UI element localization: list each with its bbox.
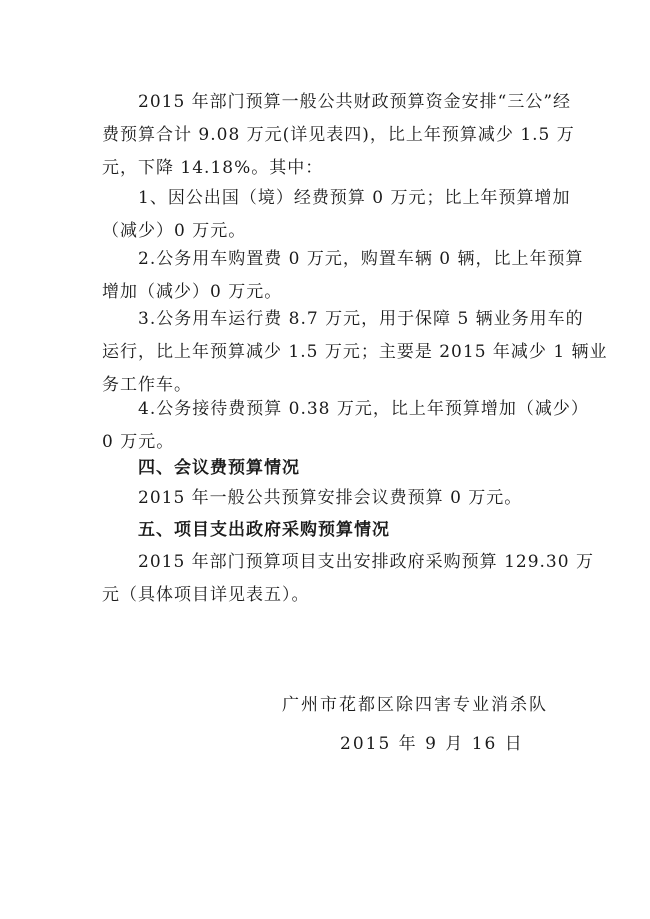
- paragraph-procurement-budget: [102, 546, 594, 612]
- section-heading-procurement: 五、项目支出政府采购预算情况: [138, 520, 390, 540]
- text-line: 2015 年部门预算一般公共财政预算资金安排“三公”经: [138, 92, 572, 112]
- paragraph-reception: [102, 393, 589, 459]
- text-line: 元（具体项目详见表五）。: [102, 585, 310, 605]
- text-line: 4.公务接待费预算 0.38 万元，比上年预算增加（减少）: [138, 399, 589, 419]
- paragraph-meeting-budget: 2015 年一般公共预算安排会议费预算 0 万元。: [138, 488, 523, 508]
- text-line: 3.公务用车运行费 8.7 万元，用于保障 5 辆业务用车的: [138, 309, 584, 329]
- paragraph-three-public-total: [102, 86, 575, 185]
- text-line: （减少）0 万元。: [102, 221, 247, 241]
- signature-date: 2015 年 9 月 16 日: [340, 734, 524, 754]
- signature-organization: 广州市花都区除四害专业消杀队: [282, 695, 548, 715]
- paragraph-overseas-travel: [102, 182, 570, 248]
- paragraph-vehicle-purchase: [102, 243, 583, 309]
- text-line: 0 万元。: [102, 432, 175, 452]
- paragraph-vehicle-operation: [102, 303, 608, 402]
- section-heading-meeting: 四、会议费预算情况: [138, 458, 300, 478]
- text-line: 运行，比上年预算减少 1.5 万元；主要是 2015 年减少 1 辆业: [102, 342, 608, 362]
- text-line: 2.公务用车购置费 0 万元，购置车辆 0 辆，比上年预算: [138, 249, 584, 269]
- text-line: 1、因公出国（境）经费预算 0 万元；比上年预算增加: [138, 188, 571, 208]
- text-line: 增加（减少）0 万元。: [102, 282, 283, 302]
- text-line: 2015 年部门预算项目支出安排政府采购预算 129.30 万: [138, 552, 594, 572]
- text-line: 元，下降 14.18%。其中：: [102, 158, 324, 178]
- text-line: 务工作车。: [102, 375, 192, 395]
- text-line: 费预算合计 9.08 万元(详见表四)，比上年预算减少 1.5 万: [102, 125, 575, 145]
